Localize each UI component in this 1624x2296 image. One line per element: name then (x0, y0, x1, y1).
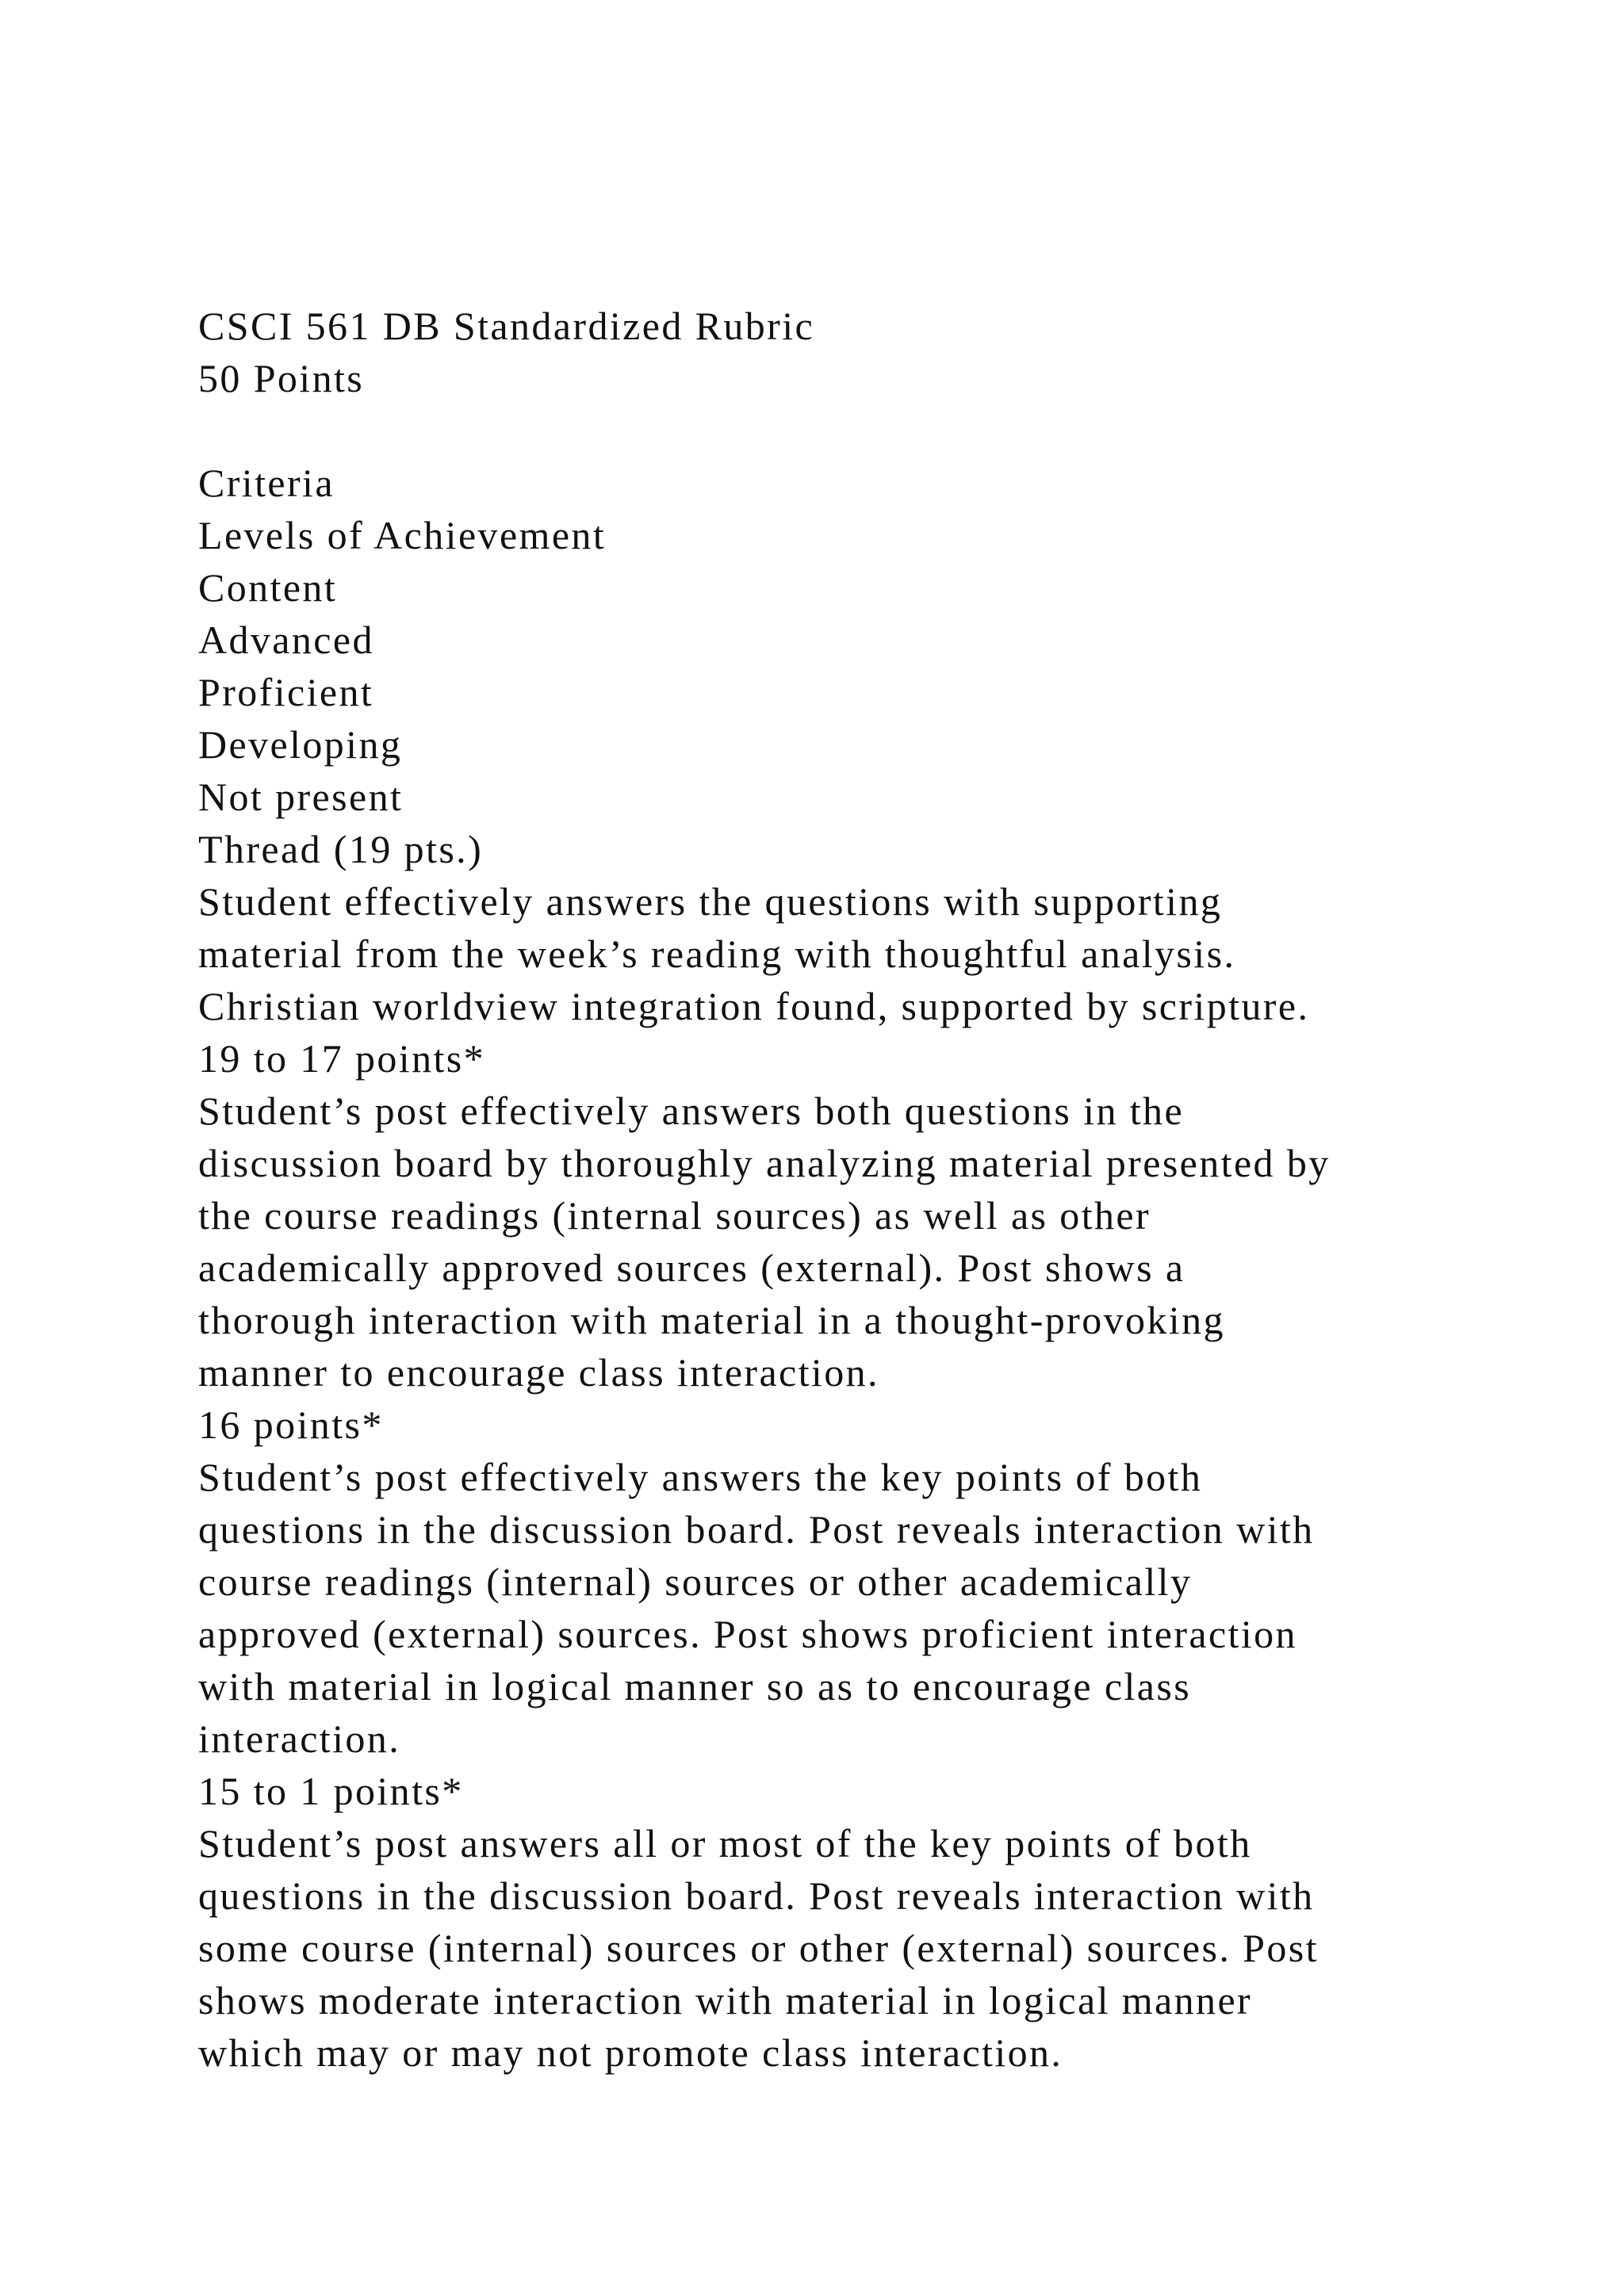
developing-points: 15 to 1 points* (198, 1769, 464, 1813)
developing-description-line: shows moderate interaction with material in logical manner (198, 1978, 1253, 2022)
proficient-description-line: questions in the discussion board. Post reveals interaction with (198, 1507, 1315, 1552)
header-criteria: Criteria (198, 461, 335, 505)
advanced-description-line: thorough interaction with material in a thought-provoking (198, 1298, 1225, 1342)
proficient-description-line: Student’s post effectively answers the key points of both (198, 1455, 1203, 1499)
thread-criteria-line: Student effectively answers the questions with supporting (198, 879, 1223, 924)
proficient-description-line: interaction. (198, 1716, 401, 1761)
developing-description-line: Student’s post answers all or most of the key points of both (198, 1821, 1252, 1866)
points-total: 50 Points (198, 356, 365, 400)
advanced-description-line: Student’s post effectively answers both questions in the (198, 1089, 1185, 1133)
developing-description-line: which may or may not promote class interaction. (198, 2030, 1063, 2075)
proficient-points: 16 points* (198, 1402, 384, 1447)
level-advanced: Advanced (198, 618, 374, 662)
proficient-description-line: with material in logical manner so as to encourage class (198, 1664, 1192, 1709)
level-not-present: Not present (198, 775, 404, 819)
advanced-points: 19 to 17 points* (198, 1036, 486, 1081)
document-title: CSCI 561 DB Standardized Rubric (198, 304, 815, 348)
developing-description-line: some course (internal) sources or other (external) sources. Post (198, 1926, 1319, 1970)
level-developing: Developing (198, 722, 403, 767)
advanced-description-line: manner to encourage class interaction. (198, 1350, 879, 1395)
thread-criteria-line: material from the week’s reading with thoughtful analysis. (198, 932, 1236, 976)
document-body (198, 300, 1507, 2079)
advanced-description-line: discussion board by thoroughly analyzing material presented by (198, 1141, 1331, 1185)
advanced-description-line: academically approved sources (external). Post shows a (198, 1246, 1185, 1290)
proficient-description-line: course readings (internal) sources or other academically (198, 1559, 1193, 1604)
thread-label: Thread (19 pts.) (198, 827, 484, 871)
advanced-description-line: the course readings (internal sources) as well as other (198, 1193, 1151, 1238)
header-levels: Levels of Achievement (198, 513, 607, 557)
proficient-description-line: approved (external) sources. Post shows proficient interaction (198, 1612, 1297, 1656)
blank-line (198, 404, 1507, 457)
developing-description-line: questions in the discussion board. Post reveals interaction with (198, 1873, 1315, 1918)
header-content: Content (198, 565, 338, 610)
level-proficient: Proficient (198, 670, 374, 714)
thread-criteria-line: Christian worldview integration found, supported by scripture. (198, 984, 1310, 1028)
